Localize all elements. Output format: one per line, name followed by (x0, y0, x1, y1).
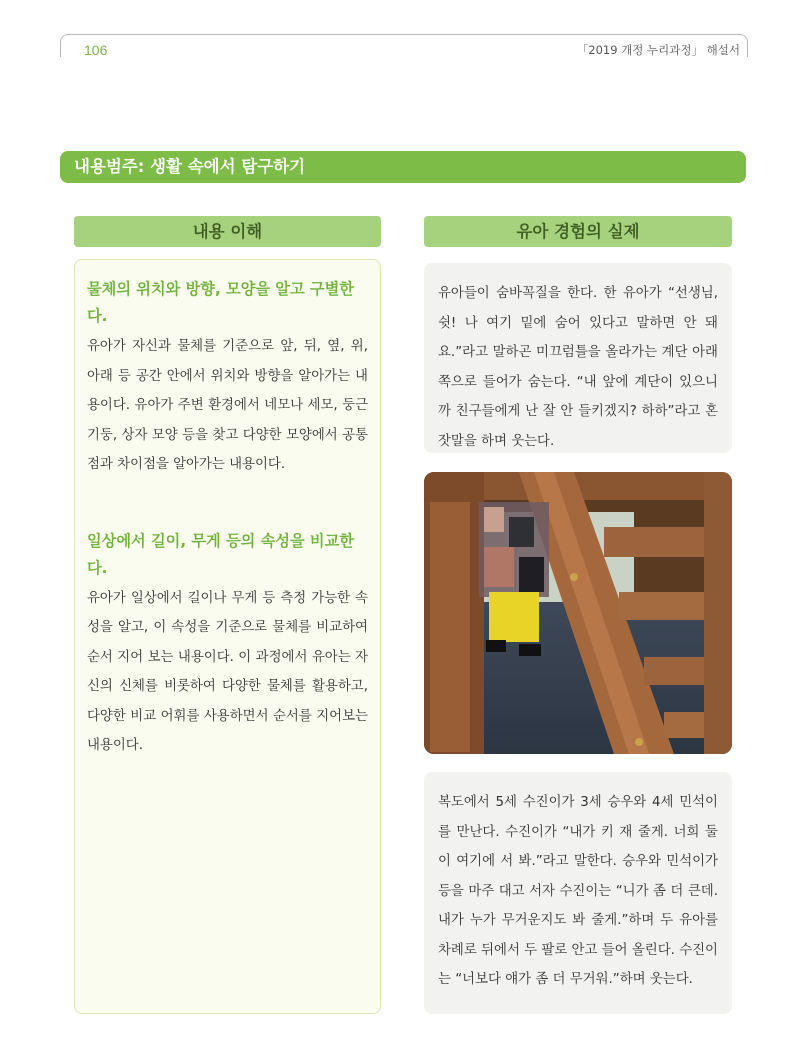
page-number: 106 (84, 42, 108, 58)
topic-title-length-weight: 일상에서 길이, 무게 등의 속성을 비교한다. (87, 531, 354, 577)
experience-box-height-weight (424, 772, 732, 1014)
category-title: 내용범주: 생활 속에서 탐구하기 (60, 151, 746, 183)
right-column-heading: 유아 경험의 실제 (424, 216, 732, 247)
content-understanding-box (74, 259, 381, 1014)
topic-body-length-weight: 유아가 일상에서 길이나 무게 등 측정 가능한 속성을 알고, 이 속성을 기준으로 물체를 비교하여 순서 지어 보는 내용이다. 이 과정에서 유아는 자신의 신체를 비롯하여 다양한 물체를 활용하고, 다양한 비교 어휘를 사용하면서 순서를 지어보는 내용이다. (87, 590, 368, 753)
playground-photo (424, 472, 732, 754)
topic-body-position-shape: 유아가 자신과 물체를 기준으로 앞, 뒤, 옆, 위, 아래 등 공간 안에서 위치와 방향을 알아가는 내용이다. 유아가 주변 환경에서 네모나 세모, 둥근 기둥, 상자 모양 등을 찾고 다양한 모양에서 공통점과 차이점을 알아가는 내용이다. (87, 339, 368, 472)
playground-photo-illustration (424, 472, 732, 754)
topic-title-position-shape: 물체의 위치와 방향, 모양을 알고 구별한다. (87, 280, 354, 325)
experience-text-hide-and-seek: 유아들이 숨바꼭질을 한다. 한 유아가 “선생님, 쉿! 나 여기 밑에 숨어 있다고 말하면 안 돼요.”라고 말하곤 미끄럼틀을 올라가는 계단 아래쪽으로 들어가 숨는다. “내 앞에 계단이 있으니까 친구들에게 난 잘 안 들키겠지? 하하”라고 혼잣말을 하며 웃는다. (438, 286, 718, 449)
left-column-heading: 내용 이해 (74, 216, 381, 247)
experience-text-height-weight: 복도에서 5세 수진이가 3세 승우와 4세 민석이를 만난다. 수진이가 “내가 키 재 줄게. 너희 둘이 여기에 서 봐.”라고 말한다. 승우와 민석이가 등을 마주 대고 서자 수진이는 “니가 좀 더 큰데. 내가 누가 무거운지도 봐 줄게.”하며 두 유아를 차례로 뒤에서 두 팔로 안고 들어 올린다. 수진이는 “너보다 얘가 좀 더 무거워.”하며 웃는다. (438, 795, 718, 987)
experience-box-hide-and-seek (424, 263, 732, 453)
book-title: 「2019 개정 누리과정」 해설서 (576, 43, 740, 57)
